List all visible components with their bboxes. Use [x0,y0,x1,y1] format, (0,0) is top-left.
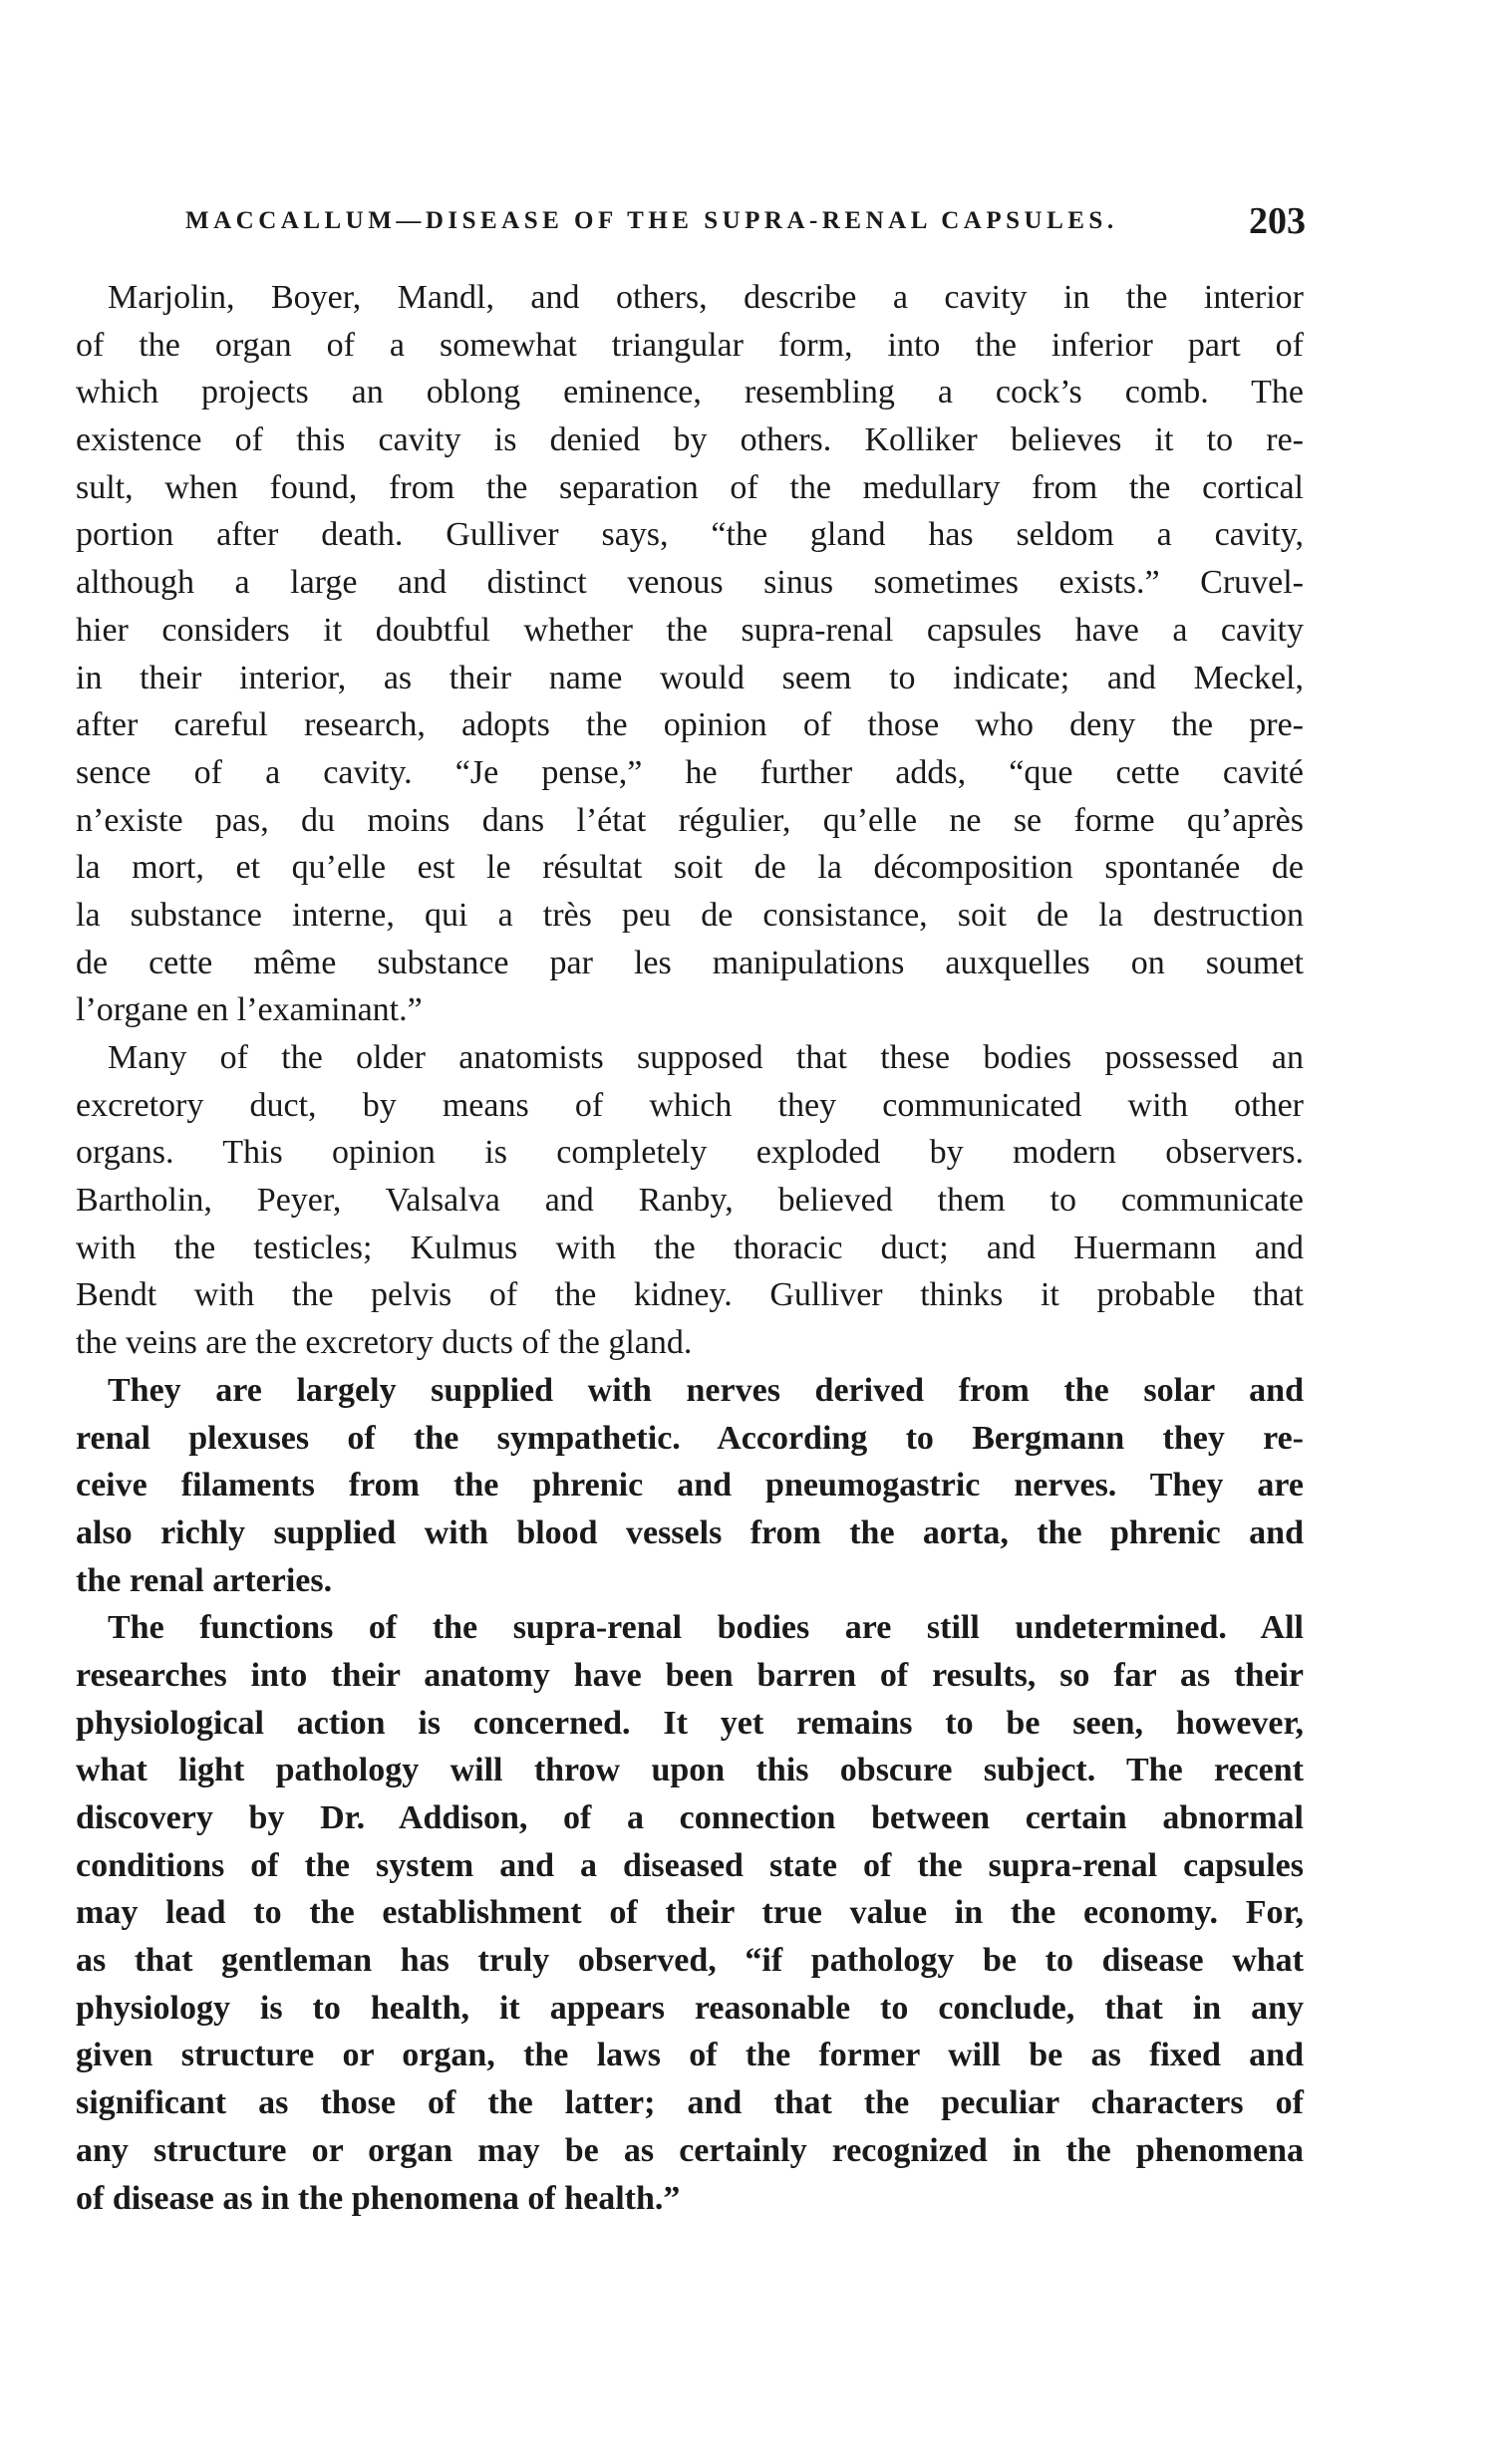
text-line: any structure or organ may be as certainly recognized in the phenomena [76,2131,1304,2169]
text-line: with the testicles; Kulmus with the thoracic duct; and Huermann and [76,1229,1304,1266]
text-line: sult, when found, from the separation of the medullary from the cortical [76,468,1304,506]
text-line: what light pathology will throw upon this obscure subject. The recent [76,1752,1304,1789]
text-line: existence of this cavity is denied by others. Kolliker believes it to re- [76,421,1304,459]
text-line: which projects an oblong eminence, resembling a cock’s comb. The [76,374,1304,411]
paragraph-2 [76,1034,1304,1367]
text-line: They are largely supplied with nerves derived from the solar and [108,1371,1304,1409]
text-line: l’organe en l’examinant.” [76,991,423,1029]
text-line: sence of a cavity. “Je pense,” he further adds, “que cette cavité [76,753,1304,791]
text-line: Many of the older anatomists supposed that these bodies possessed an [108,1039,1304,1076]
text-line: discovery by Dr. Addison, of a connection between certain abnormal [76,1799,1304,1836]
body-text [76,274,1304,2222]
text-line: portion after death. Gulliver says, “the gland has seldom a cavity, [76,516,1304,554]
text-line: ceive filaments from the phrenic and pneumogastric nerves. They are [76,1467,1304,1505]
text-line: n’existe pas, du moins dans l’état régulier, qu’elle ne se forme qu’après [76,801,1304,839]
text-line: Marjolin, Boyer, Mandl, and others, describe a cavity in the interior [108,279,1304,316]
text-line: significant as those of the latter; and that the peculiar characters of [76,2084,1304,2122]
paragraph-4 [76,1604,1304,2222]
text-line: may lead to the establishment of their true value in the economy. For, [76,1894,1304,1932]
text-line: la substance interne, qui a très peu de consistance, soit de la destruction [76,896,1304,934]
text-line: of the organ of a somewhat triangular form, into the inferior part of [76,326,1304,364]
text-line: renal plexuses of the sympathetic. According to Bergmann they re- [76,1419,1304,1457]
text-line: although a large and distinct venous sinus sometimes exists.” Cruvel- [76,564,1304,602]
text-line: researches into their anatomy have been barren of results, so far as their [76,1656,1304,1694]
paragraph-3 [76,1367,1304,1604]
running-head: MACCALLUM—DISEASE OF THE SUPRA-RENAL CAPSULES. [185,207,1118,234]
text-line: Bendt with the pelvis of the kidney. Gulliver thinks it probable that [76,1276,1304,1314]
text-line: of disease as in the phenomena of health.” [76,2179,681,2217]
text-line: conditions of the system and a diseased state of the supra-renal capsules [76,1846,1304,1884]
text-line: as that gentleman has truly observed, “if pathology be to disease what [76,1942,1304,1980]
text-line: The functions of the supra-renal bodies are still undetermined. All [108,1609,1304,1647]
text-line: organs. This opinion is completely exploded by modern observers. [76,1134,1304,1172]
text-line: given structure or organ, the laws of the former will be as fixed and [76,2037,1304,2074]
paragraph-1 [76,274,1304,1034]
text-line: excretory duct, by means of which they communicated with other [76,1086,1304,1124]
text-line: Bartholin, Peyer, Valsalva and Ranby, believed them to communicate [76,1182,1304,1220]
text-line: the veins are the excretory ducts of the gland. [76,1324,693,1362]
page-header [185,199,1306,247]
text-line: physiology is to health, it appears reasonable to conclude, that in any [76,1989,1304,2027]
text-line: de cette même substance par les manipulations auxquelles on soumet [76,944,1304,981]
text-line: the renal arteries. [76,1561,333,1599]
text-line: physiological action is concerned. It yet remains to be seen, however, [76,1704,1304,1742]
text-line: after careful research, adopts the opinion of those who deny the pre- [76,706,1304,744]
text-line: also richly supplied with blood vessels from the aorta, the phrenic and [76,1513,1304,1551]
text-line: hier considers it doubtful whether the supra-renal capsules have a cavity [76,611,1304,649]
text-line: la mort, et qu’elle est le résultat soit de la décomposition spontanée de [76,849,1304,887]
page-number: 203 [1249,200,1306,242]
text-line: in their interior, as their name would seem to indicate; and Meckel, [76,659,1304,696]
